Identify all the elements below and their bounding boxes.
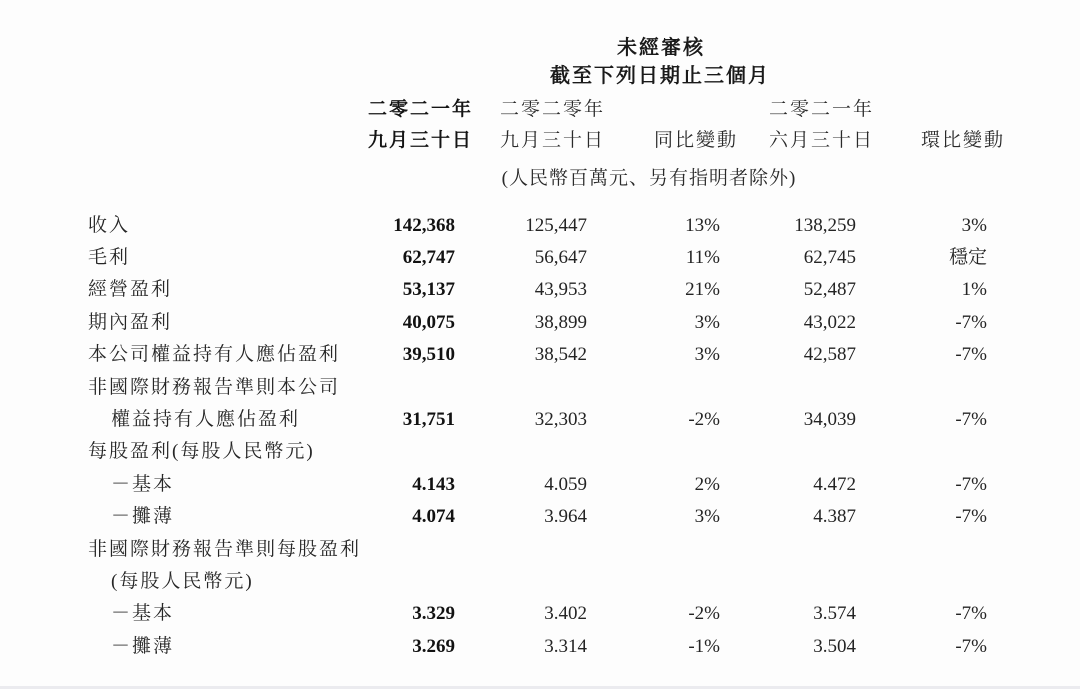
table-row-nonifrs-eps-diluted — [88, 630, 987, 662]
row-label: 經營盈利 — [88, 279, 173, 301]
header-col3-label: 同比變動 — [654, 130, 739, 151]
cell-value: 穩定 — [948, 247, 987, 269]
row-label: －基本 — [111, 603, 175, 625]
cell-value — [587, 436, 720, 468]
cell-value: 4.472 — [813, 473, 856, 495]
cell-value: 32,303 — [534, 409, 587, 431]
row-label: －攤薄 — [111, 635, 175, 657]
cell-value: 52,487 — [803, 279, 856, 301]
cell-value: -7% — [955, 635, 987, 657]
table-row-nonifrs-header — [88, 371, 987, 403]
cell-value: 13% — [685, 214, 720, 236]
row-label: 非國際財務報告準則每股盈利 — [88, 538, 362, 560]
cell-value: 4.387 — [813, 506, 856, 528]
table-row-nonifrs-profit — [88, 403, 987, 435]
cell-value — [368, 533, 455, 565]
cell-value: 125,447 — [525, 214, 587, 236]
table-row-eps-diluted — [88, 501, 987, 533]
header-col5-spacer — [874, 94, 1005, 125]
cell-value: 138,259 — [794, 214, 856, 236]
cell-value: 62,747 — [402, 247, 455, 269]
cell-value — [856, 565, 987, 597]
cell-value: 1% — [961, 279, 987, 301]
cell-value: 4.143 — [412, 473, 455, 495]
cell-value: 38,899 — [534, 311, 587, 333]
cell-value — [455, 533, 587, 565]
header-spacer — [88, 94, 368, 125]
table-row-profit-for-period — [88, 306, 987, 338]
cell-value — [720, 533, 856, 565]
period-title: 截至下列日期止三個月 — [550, 65, 770, 87]
row-label: 收入 — [88, 214, 131, 236]
cell-value: 3.329 — [412, 603, 455, 625]
cell-value: 34,039 — [803, 409, 856, 431]
cell-value: 3% — [694, 311, 720, 333]
cell-value — [587, 533, 720, 565]
cell-value: -7% — [955, 506, 987, 528]
cell-value: -2% — [688, 409, 720, 431]
cell-value — [455, 565, 587, 597]
row-label: (每股人民幣元) — [111, 570, 254, 592]
unaudited-title: 未經審核 — [617, 37, 705, 59]
cell-value: -7% — [955, 473, 987, 495]
cell-value: 53,137 — [402, 279, 455, 301]
table-row-eps-basic — [88, 468, 987, 500]
cell-value: 3.402 — [544, 603, 587, 625]
cell-value: -1% — [688, 635, 720, 657]
table-row-nonifrs-eps-basic — [88, 598, 987, 630]
cell-value: 3% — [694, 344, 720, 366]
cell-value: 31,751 — [402, 409, 455, 431]
header-col5-label: 環比變動 — [921, 130, 1006, 151]
cell-value: 38,542 — [534, 344, 587, 366]
header-col1-year: 二零二一年 — [368, 99, 474, 120]
cell-value: 56,647 — [534, 247, 587, 269]
header-year-row — [88, 94, 1005, 125]
cell-value: 142,368 — [393, 214, 455, 236]
financial-data-table — [88, 209, 987, 662]
cell-value: -7% — [955, 603, 987, 625]
cell-value: 3.504 — [813, 635, 856, 657]
row-label: 權益持有人應佔盈利 — [111, 409, 301, 431]
table-row-profit-attributable — [88, 339, 987, 371]
row-label: －基本 — [111, 473, 175, 495]
cell-value: 4.074 — [412, 506, 455, 528]
cell-value — [720, 436, 856, 468]
row-label: 毛利 — [88, 247, 131, 269]
cell-value: 42,587 — [803, 344, 856, 366]
cell-value: 2% — [694, 473, 720, 495]
cell-value: 39,510 — [402, 344, 455, 366]
cell-value — [455, 436, 587, 468]
header-col3-spacer — [605, 94, 738, 125]
header-date-row — [88, 125, 1005, 156]
cell-value: 11% — [685, 247, 720, 269]
cell-value: 3.574 — [813, 603, 856, 625]
cell-value: 21% — [685, 279, 720, 301]
cell-value: 3.964 — [544, 506, 587, 528]
cell-value: 3% — [961, 214, 987, 236]
column-header-table — [88, 94, 1005, 156]
cell-value: 3% — [694, 506, 720, 528]
cell-value — [455, 371, 587, 403]
cell-value: -7% — [955, 409, 987, 431]
row-label: －攤薄 — [111, 506, 175, 528]
cell-value: -2% — [688, 603, 720, 625]
table-row-nonifrs-eps-header — [88, 533, 987, 565]
cell-value — [720, 371, 856, 403]
row-label: 本公司權益持有人應佔盈利 — [88, 344, 341, 366]
table-row-operating-profit — [88, 274, 987, 306]
cell-value — [587, 371, 720, 403]
header-col4-date: 六月三十日 — [769, 130, 875, 151]
header-spacer — [88, 125, 368, 156]
header-col1-date: 九月三十日 — [368, 130, 474, 151]
cell-value: 4.059 — [544, 473, 587, 495]
cell-value — [856, 436, 987, 468]
cell-value: 3.269 — [412, 635, 455, 657]
row-label: 每股盈利(每股人民幣元) — [88, 441, 315, 463]
row-label: 非國際財務報告準則本公司 — [88, 376, 341, 398]
table-row-eps-header — [88, 436, 987, 468]
table-row-nonifrs-eps-unit — [88, 565, 987, 597]
header-col2-date: 九月三十日 — [500, 130, 606, 151]
table-row-revenue — [88, 209, 987, 241]
cell-value: 43,953 — [534, 279, 587, 301]
cell-value — [856, 533, 987, 565]
cell-value — [720, 565, 856, 597]
cell-value: 43,022 — [803, 311, 856, 333]
cell-value: 3.314 — [544, 635, 587, 657]
cell-value — [856, 371, 987, 403]
row-label: 期內盈利 — [88, 311, 173, 333]
currency-unit-note: (人民幣百萬元、另有指明者除外) — [501, 168, 797, 189]
cell-value — [587, 565, 720, 597]
cell-value: 62,745 — [803, 247, 856, 269]
header-col4-year: 二零二一年 — [769, 99, 875, 120]
table-row-gross-profit — [88, 241, 987, 273]
cell-value: -7% — [955, 311, 987, 333]
header-col2-year: 二零二零年 — [500, 99, 606, 120]
cell-value — [368, 565, 455, 597]
cell-value — [368, 436, 455, 468]
cell-value: 40,075 — [402, 311, 455, 333]
cell-value — [368, 371, 455, 403]
cell-value: -7% — [955, 344, 987, 366]
